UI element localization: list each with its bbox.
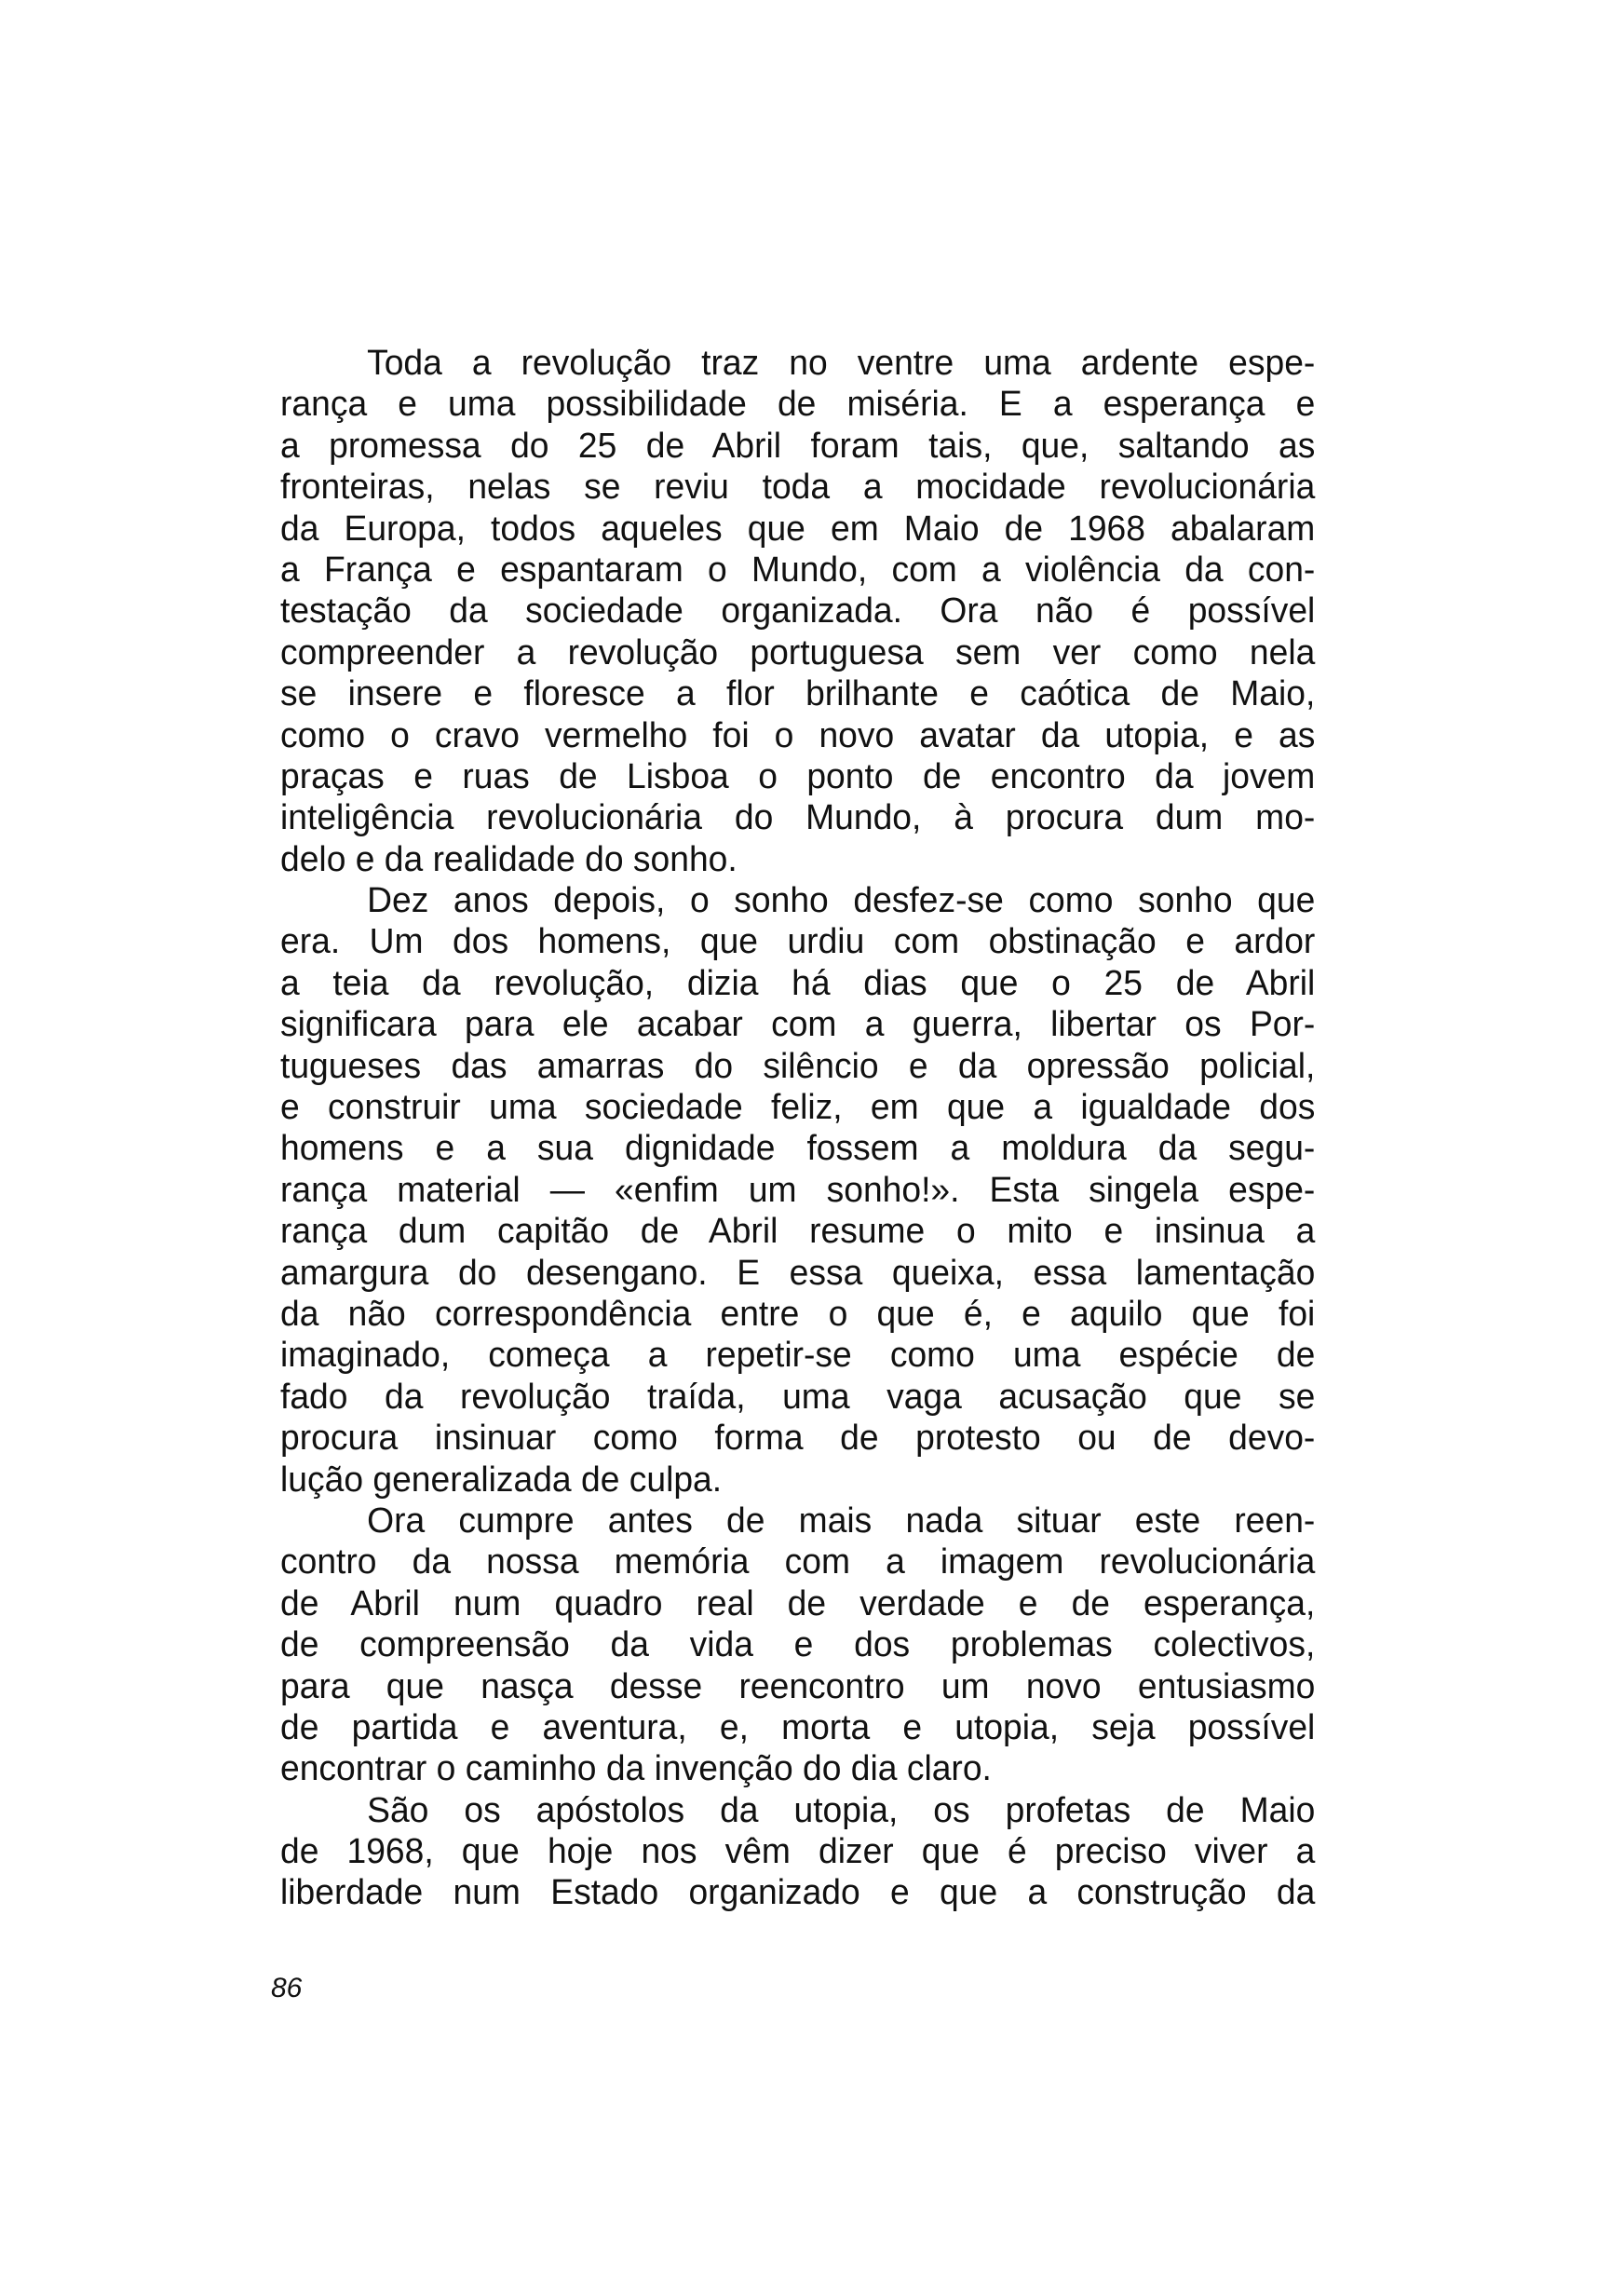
text-line: Ora cumpre antes de mais nada situar este reen- <box>367 1501 1316 1541</box>
text-line: amargura do desengano. E essa queixa, essa lamentação <box>280 1253 1316 1293</box>
text-line: de compreensão da vida e dos problemas colectivos, <box>280 1625 1316 1665</box>
text-line: de Abril num quadro real de verdade e de esperança, <box>280 1583 1316 1623</box>
text-line: rança material — «enfim um sonho!». Esta singela espe- <box>280 1170 1316 1210</box>
text-line: homens e a sua dignidade fossem a moldura da segu- <box>280 1129 1316 1169</box>
text-line: se insere e floresce a flor brilhante e caótica de Maio, <box>280 674 1316 714</box>
text-line: a teia da revolução, dizia há dias que o 25 de Abril <box>280 963 1316 1003</box>
text-line: delo e da realidade do sonho. <box>280 839 738 879</box>
text-line: da não correspondência entre o que é, e aquilo que foi <box>280 1294 1316 1334</box>
text-line: da Europa, todos aqueles que em Maio de 1968 abalaram <box>280 509 1316 549</box>
text-line: a promessa do 25 de Abril foram tais, que, saltando as <box>280 426 1316 466</box>
body-text <box>280 343 1336 1914</box>
text-line: era. Um dos homens, que urdiu com obstinação e ardor <box>280 922 1316 962</box>
text-line: São os apóstolos da utopia, os profetas de Maio <box>367 1790 1316 1830</box>
text-line: fado da revolução traída, uma vaga acusação que se <box>280 1377 1316 1417</box>
text-line: procura insinuar como forma de protesto ou de devo- <box>280 1419 1316 1459</box>
text-line: lução generalizada de culpa. <box>280 1460 723 1500</box>
text-line: Toda a revolução traz no ventre uma ardente espe- <box>367 344 1316 383</box>
text-line: liberdade num Estado organizado e que a construção da <box>280 1873 1316 1913</box>
text-line: como o cravo vermelho foi o novo avatar da utopia, e as <box>280 715 1316 755</box>
text-line: tugueses das amarras do silêncio e da opressão policial, <box>280 1046 1316 1086</box>
text-line: praças e ruas de Lisboa o ponto de encontro da jovem <box>280 756 1316 796</box>
text-line: rança dum capitão de Abril resume o mito e insinua a <box>280 1212 1316 1252</box>
page-number: 86 <box>271 1973 303 2003</box>
text-line: contro da nossa memória com a imagem revolucionária <box>280 1542 1316 1582</box>
text-line: de 1968, que hoje nos vêm dizer que é preciso viver a <box>280 1832 1316 1872</box>
text-line: fronteiras, nelas se reviu toda a mocidade revolucionária <box>280 468 1316 508</box>
text-line: testação da sociedade organizada. Ora não é possível <box>280 591 1316 631</box>
text-line: de partida e aventura, e, morta e utopia, seja possível <box>280 1707 1316 1747</box>
text-line: compreender a revolução portuguesa sem ver como nela <box>280 632 1316 672</box>
text-line: significara para ele acabar com a guerra, libertar os Por- <box>280 1005 1316 1045</box>
text-line: rança e uma possibilidade de miséria. E a esperança e <box>280 385 1316 425</box>
text-line: Dez anos depois, o sonho desfez-se como sonho que <box>367 881 1316 921</box>
text-line: imaginado, começa a repetir-se como uma espécie de <box>280 1336 1316 1376</box>
text-line: e construir uma sociedade feliz, em que a igualdade dos <box>280 1088 1316 1128</box>
text-line: a França e espantaram o Mundo, com a violência da con- <box>280 550 1316 590</box>
text-line: encontrar o caminho da invenção do dia claro. <box>280 1749 992 1789</box>
text-line: inteligência revolucionária do Mundo, à procura dum mo- <box>280 798 1316 838</box>
text-line: para que nasça desse reencontro um novo entusiasmo <box>280 1666 1316 1706</box>
